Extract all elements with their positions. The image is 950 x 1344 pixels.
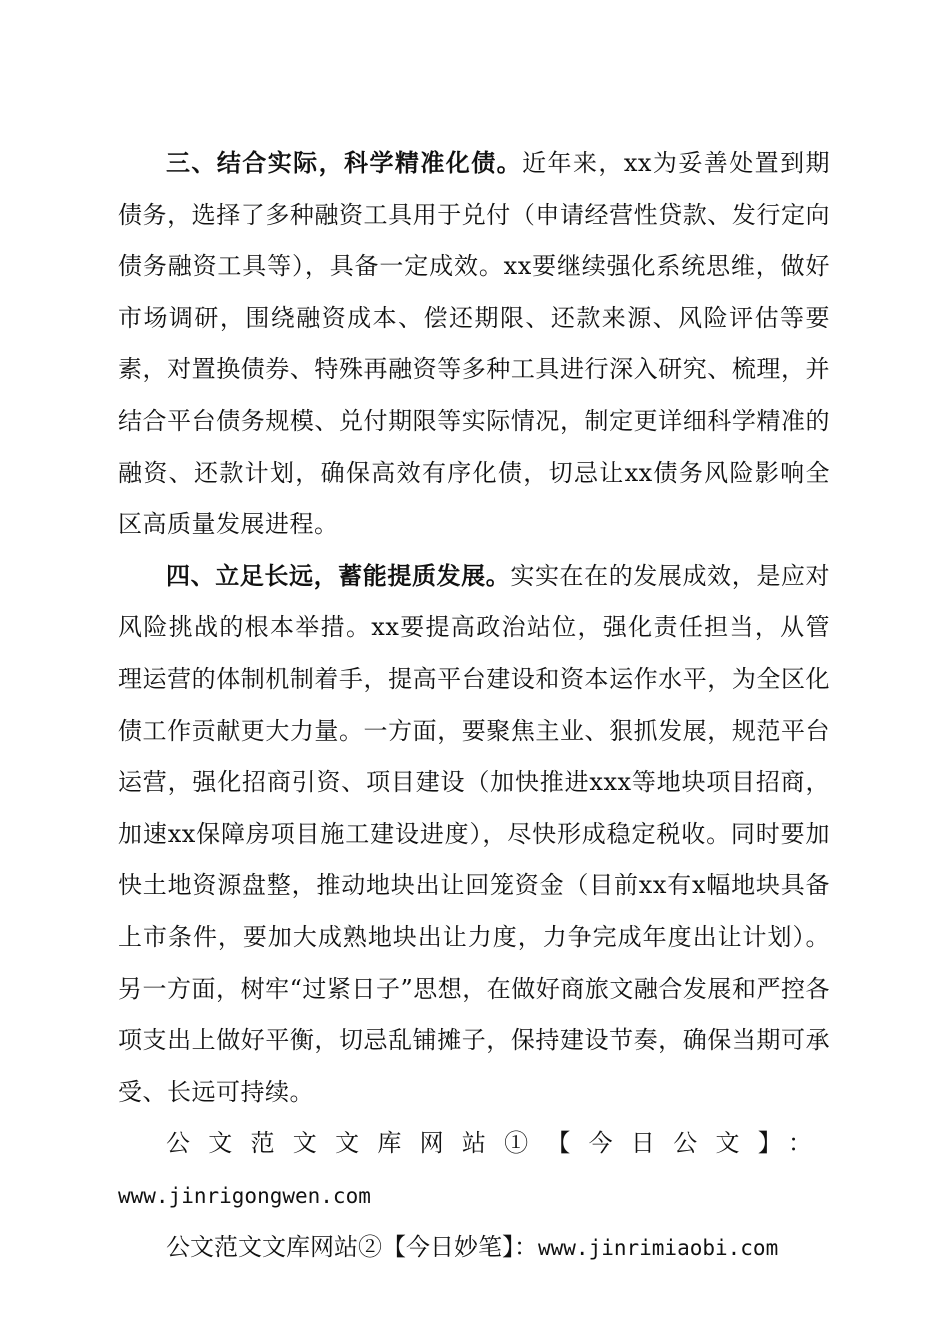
paragraph-4 — [118, 551, 830, 1119]
paragraph-3-body: 近年来，xx为妥善处置到期债务，选择了多种融资工具用于兑付（申请经营性贷款、发行定向债务融资工具等），具备一定成效。xx要继续强化系统思维，做好市场调研，围绕融资成本、偿还期限、还款来源、风险评估等要素，对置换债券、特殊再融资等多种工具进行深入研究、梳理，并结合平台债务规模、兑付期限等实际情况，制定更详细科学精准的融资、还款计划，确保高效有序化债，切忌让xx债务风险影响全区高质量发展进程。 — [118, 149, 831, 539]
footer-link-1-url[interactable]: www.jinrigongwen.com — [118, 1183, 371, 1208]
paragraph-3-heading: 三、结合实际，科学精准化债。 — [166, 149, 523, 177]
footer-link-1 — [118, 1118, 830, 1222]
footer-link-2-label: 公文范文文库网站②【今日妙笔】： — [166, 1233, 538, 1262]
footer-link-1-label: 公文范文文库网站①【今日公文】： — [166, 1129, 830, 1158]
footer-link-2 — [118, 1222, 830, 1275]
document-page — [118, 138, 830, 1275]
paragraph-3 — [118, 138, 830, 551]
footer-link-2-url[interactable]: www.jinrimiaobi.com — [538, 1236, 779, 1261]
paragraph-4-body: 实实在在的发展成效，是应对风险挑战的根本举措。xx要提高政治站位，强化责任担当，从管理运营的体制机制着手，提高平台建设和资本运作水平，为全区化债工作贡献更大力量。一方面，要聚焦主业、狠抓发展，规范平台运营，强化招商引资、项目建设（加快推进xxx等地块项目招商，加速xx保障房项目施工建设进度），尽快形成稳定税收。同时要加快土地资源盘整，推动地块出让回笼资金（目前xx有x幅地块具备上市条件，要加大成熟地块出让力度，力争完成年度出让计划）。另一方面，树牢“过紧日子”思想，在做好商旅文融合发展和严控各项支出上做好平衡，切忌乱铺摊子，保持建设节奏，确保当期可承受、长远可持续。 — [118, 561, 831, 1106]
paragraph-4-heading: 四、立足长远，蓄能提质发展。 — [166, 561, 511, 590]
